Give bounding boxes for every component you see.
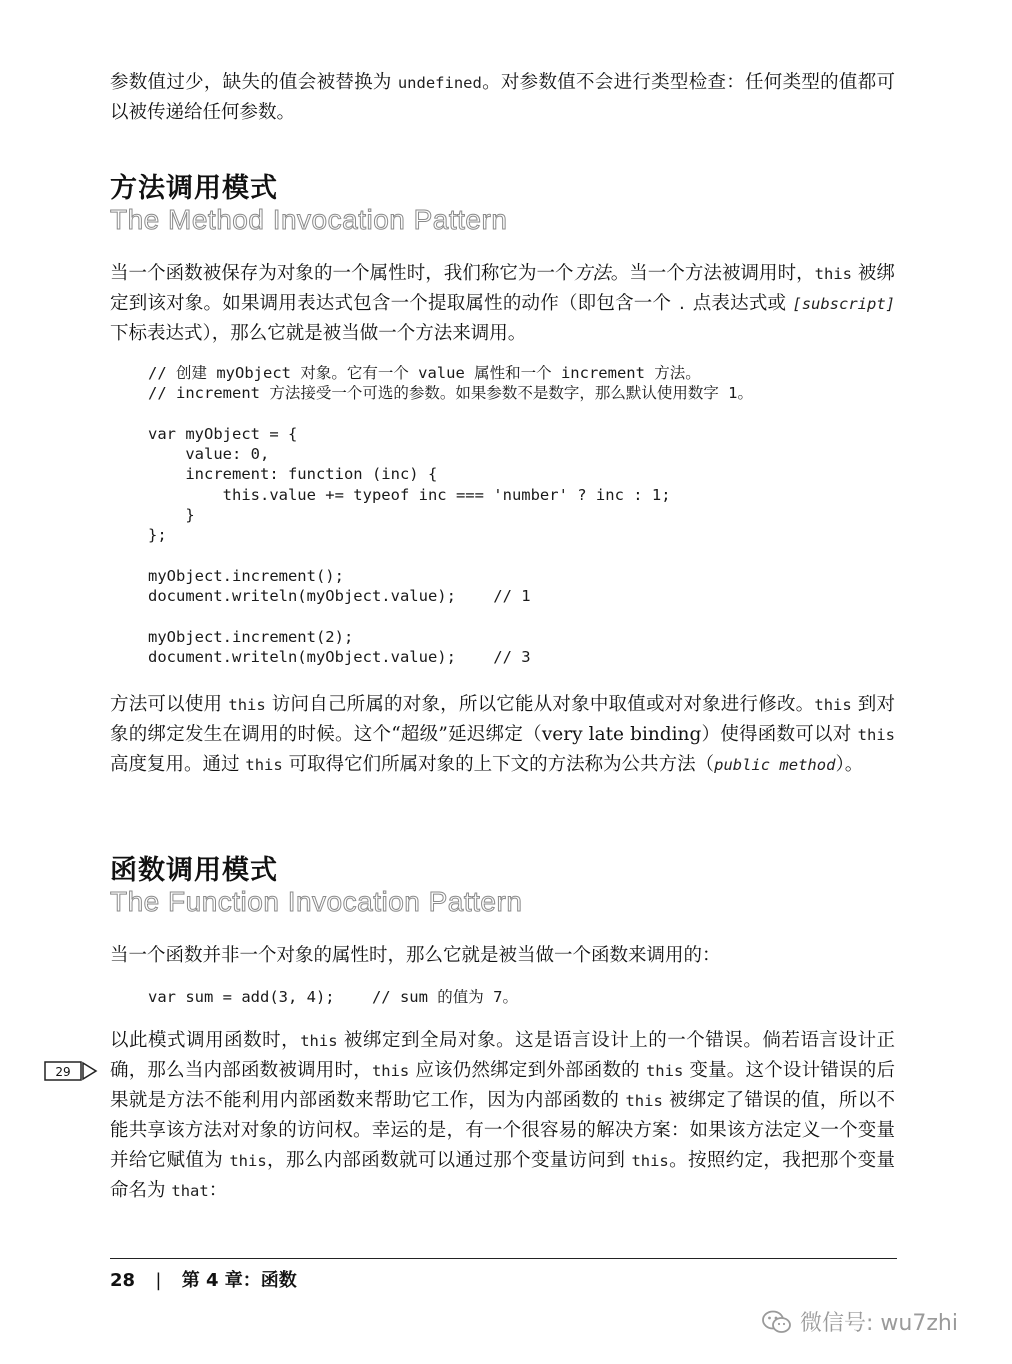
page-number: 28 (110, 1270, 136, 1291)
footer-separator: | (155, 1270, 162, 1291)
section-title-function-invocation: 函数调用模式 (110, 855, 278, 886)
watermark (762, 1306, 958, 1337)
method-invocation-paragraph: 当一个函数被保存为对象的一个属性时，我们称它为一个方法。当一个方法被调用时，this 被绑定到该对象。如果调用表达式包含一个提取属性的动作（即包含一个 . 点表达式或 [subscript]下标表达式），那么它就是被当做一个方法来调用。 (110, 263, 896, 344)
chapter-title: 第 4 章：函数 (181, 1270, 297, 1291)
intro-paragraph: 参数值过少，缺失的值会被替换为 undefined。对参数值不会进行类型检查：任何类型的值都可以被传递给任何参数。 (110, 72, 895, 123)
section-subtitle-method-invocation: The Method Invocation Pattern (110, 204, 508, 235)
page-footer (110, 1266, 297, 1292)
inline-code: undefined (397, 74, 482, 92)
function-invocation-paragraph: 当一个函数并非一个对象的属性时，那么它就是被当做一个函数来调用的： (110, 945, 721, 966)
wechat-icon (762, 1309, 792, 1335)
footer-rule (110, 1258, 897, 1259)
function-this-binding-paragraph: 以此模式调用函数时，this 被绑定到全局对象。这是语言设计上的一个错误。倘若语言设计正确，那么当内部函数被调用时，this 应该仍然绑定到外部函数的 this 变量。这个设计错误的后果就是方法不能利用内部函数来帮助它工作，因为内部函数的 this 被绑定了错误的值，所以不能共享该方法对对象的访问权。幸运的是，有一个很容易的解决方案：如果该方法定义一个变量并给它赋值为 this，那么内部函数就可以通过那个变量访问到 this。按照约定，我把那个变量命名为 that： (110, 1030, 895, 1201)
margin-page-number: 29 (55, 1065, 71, 1079)
section-subtitle-function-invocation: The Function Invocation Pattern (110, 886, 523, 917)
margin-page-marker (44, 1060, 98, 1082)
section-title-method-invocation: 方法调用模式 (110, 173, 278, 204)
method-binding-paragraph: 方法可以使用 this 访问自己所属的对象，所以它能从对象中取值或对对象进行修改。this 到对象的绑定发生在调用的时候。这个“超级”延迟绑定（very late binding）使得函数可以对 this 高度复用。通过 this 可取得它们所属对象的上下文的方法称为公共方法（public method）。 (110, 694, 895, 775)
watermark-text: 微信号: wu7zhi (800, 1311, 958, 1336)
function-invocation-code: var sum = add(3, 4); // sum 的值为 7。 (148, 988, 518, 1006)
method-invocation-code-block: // 创建 myObject 对象。它有一个 value 属性和一个 increment 方法。 // increment 方法接受一个可选的参数。如果参数不是数字，那么默认使用数字 1。 var myObject = { value: 0, increment: function (inc) { this.value += typeof inc === 'number' ? inc : 1; } }; myObject.increment(); document.writeln(myObject.value); // 1 myObject.increment(2); document.writeln(myObject.value); // 3 (148, 364, 753, 667)
